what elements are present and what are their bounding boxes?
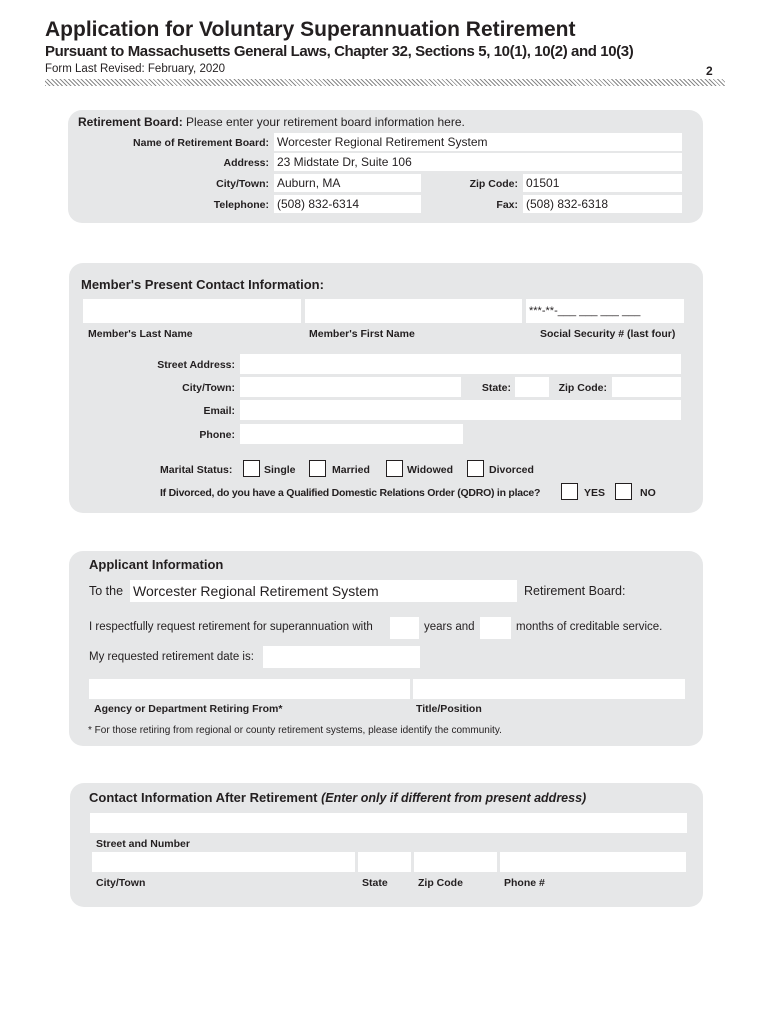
marital-single-checkbox[interactable] [243,460,260,477]
after-heading-italic: (Enter only if different from present address) [321,791,587,805]
after-retirement-heading [89,790,586,805]
marital-widowed-label: Widowed [407,464,453,476]
after-street-field[interactable] [90,813,687,833]
member-email-field[interactable] [240,400,681,420]
service-months-field[interactable] [480,617,511,639]
after-state-label: State [362,877,388,889]
applicant-board-field[interactable]: Worcester Regional Retirement System [130,580,517,602]
member-first-name-field[interactable] [305,299,522,323]
retirement-date-field[interactable] [263,646,420,668]
after-phone-label: Phone # [504,877,545,889]
member-phone-label: Phone: [199,429,235,441]
member-state-label: State: [481,382,511,394]
header-divider [45,79,725,86]
agency-field[interactable] [89,679,410,699]
board-suffix-text: Retirement Board: [524,584,626,598]
marital-single-label: Single [264,464,296,476]
years-and-text: years and [424,621,475,633]
after-city-field[interactable] [92,852,355,872]
board-city-field[interactable]: Auburn, MA [274,174,421,192]
marital-married-checkbox[interactable] [309,460,326,477]
member-last-name-field[interactable] [83,299,301,323]
after-heading-bold: Contact Information After Retirement [89,790,318,805]
title-position-label: Title/Position [416,703,482,715]
board-instruction-line [78,115,465,129]
page-number: 2 [706,64,713,78]
member-last-name-label: Member's Last Name [88,328,193,340]
marital-married-label: Married [332,464,370,476]
after-city-label: City/Town [96,877,146,889]
member-state-field[interactable] [515,377,549,397]
member-street-field[interactable] [240,354,681,374]
agency-label: Agency or Department Retiring From* [94,703,283,715]
applicant-footnote: * For those retiring from regional or county retirement systems, please identify the community. [88,725,502,736]
member-phone-field[interactable] [240,424,463,444]
board-city-label: City/Town: [216,178,269,190]
marital-divorced-label: Divorced [489,464,534,476]
board-name-field[interactable]: Worcester Regional Retirement System [274,133,682,151]
form-subtitle: Pursuant to Massachusetts General Laws, Chapter 32, Sections 5, 10(1), 10(2) and 10(3) [45,43,634,60]
board-phone-label: Telephone: [213,199,269,211]
member-city-field[interactable] [240,377,461,397]
request-text: I respectfully request retirement for superannuation with [89,621,373,633]
after-zip-label: Zip Code [418,877,463,889]
member-zip-field[interactable] [612,377,681,397]
board-address-label: Address: [223,157,269,169]
after-state-field[interactable] [358,852,411,872]
marital-divorced-checkbox[interactable] [467,460,484,477]
member-ssn-field[interactable]: ***-**-___ ___ ___ ___ [526,299,684,323]
member-contact-heading: Member's Present Contact Information: [81,277,324,292]
board-name-label: Name of Retirement Board: [133,137,269,149]
board-heading: Retirement Board: [78,115,183,129]
after-zip-field[interactable] [414,852,497,872]
months-text: months of creditable service. [516,621,663,633]
title-position-field[interactable] [413,679,685,699]
form-title: Application for Voluntary Superannuation Retirement [45,18,576,41]
retirement-date-label: My requested retirement date is: [89,651,254,663]
member-city-label: City/Town: [182,382,235,394]
board-instruction: Please enter your retirement board information here. [186,115,465,129]
marital-status-label: Marital Status: [160,464,233,476]
qdro-no-label: NO [640,487,656,499]
after-phone-field[interactable] [500,852,686,872]
board-zip-label: Zip Code: [469,178,518,190]
marital-widowed-checkbox[interactable] [386,460,403,477]
service-years-field[interactable] [390,617,419,639]
member-email-label: Email: [203,405,235,417]
to-the-text: To the [89,584,124,598]
member-ssn-label: Social Security # (last four) [540,328,676,340]
board-address-field[interactable]: 23 Midstate Dr, Suite 106 [274,153,682,171]
after-street-label: Street and Number [96,838,190,850]
qdro-no-checkbox[interactable] [615,483,632,500]
member-first-name-label: Member's First Name [309,328,415,340]
qdro-yes-label: YES [584,487,606,499]
board-fax-label: Fax: [496,199,518,211]
member-street-label: Street Address: [157,359,235,371]
qdro-yes-checkbox[interactable] [561,483,578,500]
qdro-question: If Divorced, do you have a Qualified Domestic Relations Order (QDRO) in place? [160,487,541,499]
applicant-info-heading: Applicant Information [89,557,224,572]
member-zip-label: Zip Code: [558,382,607,394]
board-phone-field[interactable]: (508) 832-6314 [274,195,421,213]
board-fax-field[interactable]: (508) 832-6318 [523,195,682,213]
board-zip-field[interactable]: 01501 [523,174,682,192]
revision-date: Form Last Revised: February, 2020 [45,63,226,75]
